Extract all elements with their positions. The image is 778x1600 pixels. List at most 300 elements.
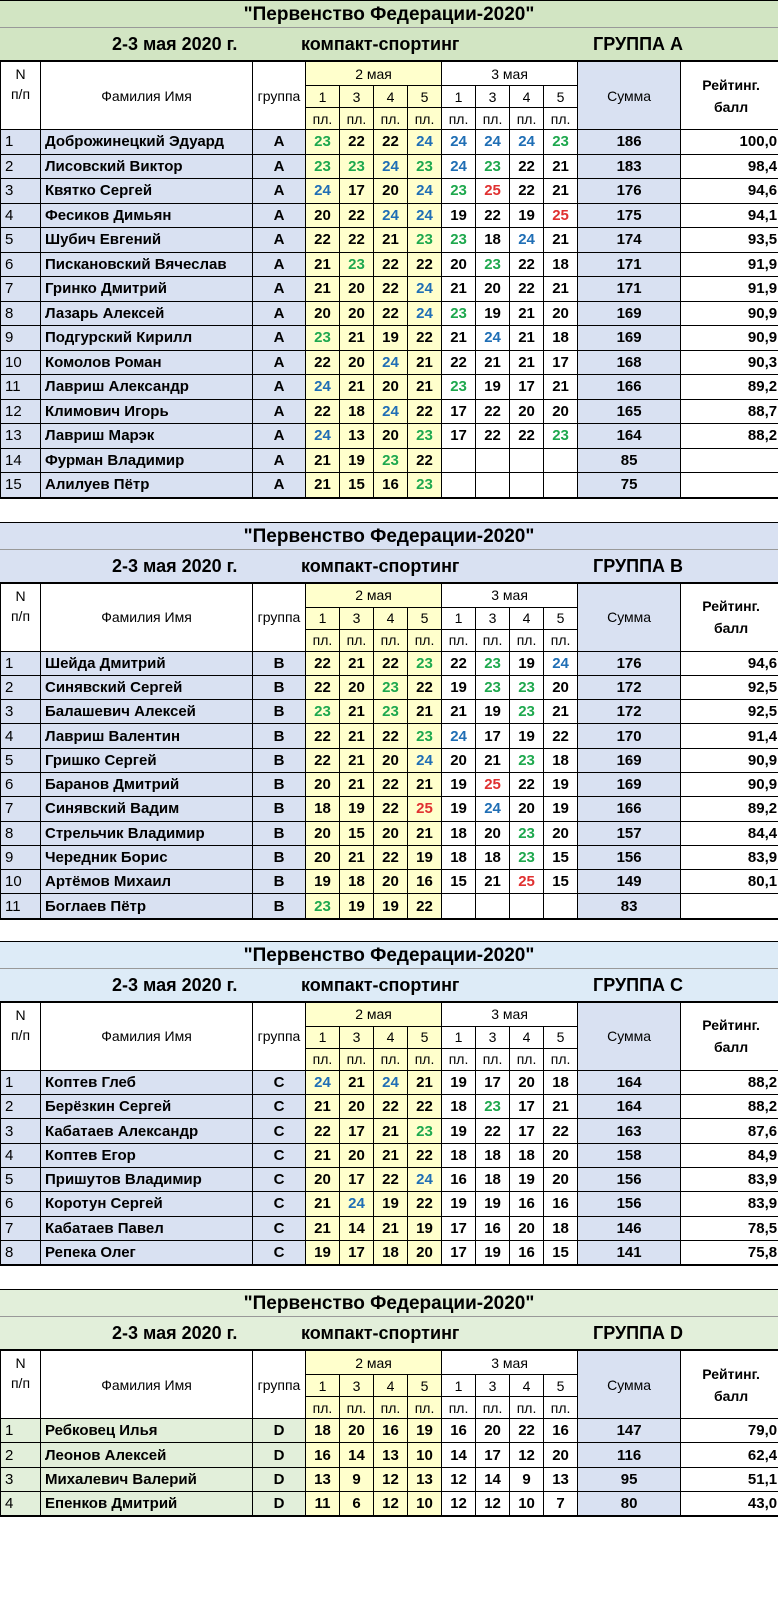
score-cell: 24 bbox=[374, 399, 408, 424]
score-cell: 24 bbox=[476, 130, 510, 155]
table-row bbox=[1, 375, 778, 400]
score-cell: 20 bbox=[306, 845, 340, 869]
row-number: 8 bbox=[1, 1240, 41, 1264]
athlete-group: A bbox=[253, 154, 306, 179]
platform-label: пл. bbox=[306, 629, 340, 651]
platform-label: пл. bbox=[510, 108, 544, 130]
athlete-group: A bbox=[253, 228, 306, 253]
athlete-group: A bbox=[253, 326, 306, 351]
score-cell: 22 bbox=[408, 1143, 442, 1167]
sum-cell: 164 bbox=[578, 1095, 681, 1119]
score-cell: 9 bbox=[340, 1467, 374, 1491]
platform-label: пл. bbox=[340, 1048, 374, 1070]
score-cell: 20 bbox=[340, 350, 374, 375]
row-number: 13 bbox=[1, 424, 41, 449]
athlete-name: Синявский Сергей bbox=[41, 675, 253, 699]
col-name-header: Фамилия Имя bbox=[41, 583, 253, 651]
score-cell: 24 bbox=[374, 203, 408, 228]
score-cell bbox=[510, 448, 544, 473]
athlete-group: D bbox=[253, 1467, 306, 1491]
sum-cell: 176 bbox=[578, 651, 681, 675]
rating-cell: 98,4 bbox=[681, 154, 778, 179]
platform-label: пл. bbox=[340, 1397, 374, 1419]
score-cell: 22 bbox=[442, 651, 476, 675]
score-cell: 19 bbox=[408, 1216, 442, 1240]
header-row bbox=[1, 1002, 778, 1026]
table-row bbox=[1, 277, 778, 302]
rating-cell: 91,4 bbox=[681, 724, 778, 748]
score-cell: 21 bbox=[374, 228, 408, 253]
score-cell: 20 bbox=[340, 675, 374, 699]
score-cell: 21 bbox=[340, 748, 374, 772]
score-cell: 23 bbox=[476, 1095, 510, 1119]
score-cell: 18 bbox=[476, 228, 510, 253]
athlete-name: Лазарь Алексей bbox=[41, 301, 253, 326]
score-cell: 24 bbox=[408, 748, 442, 772]
score-cell: 21 bbox=[340, 700, 374, 724]
platform-label: пл. bbox=[544, 108, 578, 130]
score-cell: 21 bbox=[408, 375, 442, 400]
athlete-name: Лавриш Александр bbox=[41, 375, 253, 400]
platform-label: пл. bbox=[408, 1397, 442, 1419]
sum-cell: 85 bbox=[578, 448, 681, 473]
discipline-label: компакт-спортинг bbox=[301, 555, 460, 576]
row-number: 6 bbox=[1, 252, 41, 277]
score-cell: 22 bbox=[510, 154, 544, 179]
score-cell: 21 bbox=[408, 1070, 442, 1094]
score-cell: 22 bbox=[306, 1119, 340, 1143]
score-cell: 21 bbox=[442, 700, 476, 724]
table-row bbox=[1, 130, 778, 155]
col-group-header: группа bbox=[253, 62, 306, 130]
subtitle-row bbox=[0, 1317, 778, 1350]
score-cell: 19 bbox=[510, 1167, 544, 1191]
score-cell: 22 bbox=[408, 448, 442, 473]
score-cell: 21 bbox=[408, 350, 442, 375]
discipline-label: компакт-спортинг bbox=[301, 974, 460, 995]
header-pp: п/п bbox=[10, 1375, 31, 1392]
row-number: 4 bbox=[1, 1492, 41, 1516]
athlete-group: C bbox=[253, 1240, 306, 1264]
score-cell: 20 bbox=[510, 1216, 544, 1240]
score-cell: 24 bbox=[408, 203, 442, 228]
event-title: "Первенство Федерации-2020" bbox=[243, 4, 535, 25]
score-cell: 21 bbox=[374, 1143, 408, 1167]
score-cell: 22 bbox=[374, 277, 408, 302]
athlete-group: A bbox=[253, 473, 306, 498]
score-cell: 18 bbox=[442, 1143, 476, 1167]
athlete-group: C bbox=[253, 1143, 306, 1167]
score-cell: 23 bbox=[306, 326, 340, 351]
col-sum-header: Сумма bbox=[578, 1351, 681, 1419]
score-cell: 21 bbox=[544, 375, 578, 400]
header-rating-2: балл bbox=[713, 1039, 749, 1056]
athlete-group: C bbox=[253, 1167, 306, 1191]
score-cell: 18 bbox=[442, 845, 476, 869]
score-cell: 20 bbox=[544, 1143, 578, 1167]
score-cell: 12 bbox=[476, 1492, 510, 1516]
score-cell: 20 bbox=[544, 399, 578, 424]
results-table bbox=[0, 1350, 778, 1516]
col-number-header bbox=[1, 1002, 41, 1070]
header-rating-2: балл bbox=[713, 1387, 749, 1404]
row-number: 6 bbox=[1, 772, 41, 796]
score-cell: 22 bbox=[408, 1095, 442, 1119]
score-cell: 23 bbox=[476, 154, 510, 179]
rating-cell: 62,4 bbox=[681, 1443, 778, 1467]
score-cell: 24 bbox=[340, 1192, 374, 1216]
score-cell: 23 bbox=[476, 675, 510, 699]
col-rating-header bbox=[681, 1002, 778, 1070]
platform-label: пл. bbox=[510, 629, 544, 651]
sum-cell: 176 bbox=[578, 179, 681, 204]
header-rating-2: балл bbox=[713, 98, 749, 115]
score-cell: 17 bbox=[442, 1240, 476, 1264]
table-row bbox=[1, 700, 778, 724]
round-number: 1 bbox=[306, 607, 340, 629]
score-cell: 22 bbox=[306, 675, 340, 699]
table-row bbox=[1, 1240, 778, 1264]
round-number: 4 bbox=[374, 86, 408, 108]
athlete-name: Шейда Дмитрий bbox=[41, 651, 253, 675]
rating-cell: 88,2 bbox=[681, 424, 778, 449]
sum-cell: 169 bbox=[578, 772, 681, 796]
row-number: 1 bbox=[1, 1419, 41, 1443]
table-row bbox=[1, 301, 778, 326]
athlete-group: B bbox=[253, 748, 306, 772]
athlete-name: Фесиков Димьян bbox=[41, 203, 253, 228]
score-cell: 15 bbox=[340, 473, 374, 498]
row-number: 3 bbox=[1, 179, 41, 204]
sum-cell: 171 bbox=[578, 252, 681, 277]
score-cell: 22 bbox=[510, 277, 544, 302]
table-row bbox=[1, 1095, 778, 1119]
score-cell: 21 bbox=[544, 154, 578, 179]
score-cell: 10 bbox=[510, 1492, 544, 1516]
athlete-name: Кабатаев Павел bbox=[41, 1216, 253, 1240]
score-cell: 14 bbox=[340, 1443, 374, 1467]
rating-cell: 92,5 bbox=[681, 675, 778, 699]
day1-header: 2 мая bbox=[306, 583, 442, 607]
row-number: 12 bbox=[1, 399, 41, 424]
score-cell: 22 bbox=[476, 424, 510, 449]
score-cell: 22 bbox=[374, 845, 408, 869]
athlete-group: A bbox=[253, 399, 306, 424]
sum-cell: 156 bbox=[578, 845, 681, 869]
round-number: 5 bbox=[408, 1375, 442, 1397]
sum-cell: 169 bbox=[578, 301, 681, 326]
row-number: 1 bbox=[1, 651, 41, 675]
score-cell: 20 bbox=[544, 675, 578, 699]
score-cell: 23 bbox=[510, 700, 544, 724]
sum-cell: 172 bbox=[578, 700, 681, 724]
score-cell: 16 bbox=[442, 1419, 476, 1443]
col-name-header: Фамилия Имя bbox=[41, 62, 253, 130]
table-row bbox=[1, 870, 778, 894]
score-cell: 22 bbox=[476, 399, 510, 424]
rating-cell: 43,0 bbox=[681, 1492, 778, 1516]
score-cell: 18 bbox=[442, 821, 476, 845]
sum-cell: 171 bbox=[578, 277, 681, 302]
score-cell: 15 bbox=[340, 821, 374, 845]
score-cell: 23 bbox=[544, 130, 578, 155]
platform-label: пл. bbox=[442, 108, 476, 130]
row-number: 7 bbox=[1, 1216, 41, 1240]
score-cell: 13 bbox=[340, 424, 374, 449]
score-cell: 20 bbox=[442, 252, 476, 277]
score-cell: 6 bbox=[340, 1492, 374, 1516]
score-cell: 9 bbox=[510, 1467, 544, 1491]
platform-label: пл. bbox=[544, 629, 578, 651]
rating-cell: 100,0 bbox=[681, 130, 778, 155]
platform-label: пл. bbox=[374, 629, 408, 651]
platform-label: пл. bbox=[374, 1048, 408, 1070]
athlete-name: Коптев Егор bbox=[41, 1143, 253, 1167]
score-cell: 12 bbox=[510, 1443, 544, 1467]
score-cell: 23 bbox=[476, 651, 510, 675]
athlete-group: B bbox=[253, 894, 306, 918]
score-cell: 21 bbox=[340, 772, 374, 796]
round-number: 3 bbox=[340, 1375, 374, 1397]
score-cell: 20 bbox=[374, 179, 408, 204]
athlete-group: A bbox=[253, 375, 306, 400]
athlete-name: Пришутов Владимир bbox=[41, 1167, 253, 1191]
title-row bbox=[0, 522, 778, 550]
score-cell: 17 bbox=[510, 1095, 544, 1119]
athlete-name: Пискановский Вячеслав bbox=[41, 252, 253, 277]
score-cell: 23 bbox=[510, 821, 544, 845]
score-cell: 22 bbox=[374, 1095, 408, 1119]
round-number: 4 bbox=[510, 1026, 544, 1048]
athlete-name: Квятко Сергей bbox=[41, 179, 253, 204]
rating-cell: 90,9 bbox=[681, 772, 778, 796]
round-number: 1 bbox=[306, 86, 340, 108]
score-cell: 21 bbox=[476, 350, 510, 375]
score-cell: 19 bbox=[476, 1192, 510, 1216]
table-row bbox=[1, 748, 778, 772]
table-row bbox=[1, 1143, 778, 1167]
score-cell: 15 bbox=[442, 870, 476, 894]
score-cell: 17 bbox=[340, 1119, 374, 1143]
score-cell: 18 bbox=[544, 326, 578, 351]
score-cell: 21 bbox=[340, 724, 374, 748]
athlete-name: Климович Игорь bbox=[41, 399, 253, 424]
score-cell: 21 bbox=[340, 326, 374, 351]
row-number: 2 bbox=[1, 675, 41, 699]
score-cell: 18 bbox=[306, 1419, 340, 1443]
score-cell: 25 bbox=[510, 870, 544, 894]
score-cell: 22 bbox=[544, 724, 578, 748]
score-cell: 21 bbox=[340, 375, 374, 400]
table-row bbox=[1, 252, 778, 277]
col-name-header: Фамилия Имя bbox=[41, 1351, 253, 1419]
col-group-header: группа bbox=[253, 1351, 306, 1419]
round-number: 5 bbox=[544, 1375, 578, 1397]
score-cell: 22 bbox=[408, 894, 442, 918]
score-cell: 23 bbox=[408, 651, 442, 675]
athlete-group: B bbox=[253, 845, 306, 869]
score-cell: 17 bbox=[340, 1240, 374, 1264]
sum-cell: 186 bbox=[578, 130, 681, 155]
score-cell: 23 bbox=[442, 375, 476, 400]
score-cell: 23 bbox=[306, 894, 340, 918]
col-group-header: группа bbox=[253, 1002, 306, 1070]
sum-cell: 141 bbox=[578, 1240, 681, 1264]
header-n: N bbox=[15, 1006, 26, 1023]
score-cell: 13 bbox=[408, 1467, 442, 1491]
group-block bbox=[0, 941, 778, 1289]
athlete-name: Коптев Глеб bbox=[41, 1070, 253, 1094]
rating-cell: 88,2 bbox=[681, 1070, 778, 1094]
round-number: 3 bbox=[476, 607, 510, 629]
col-group-header: группа bbox=[253, 583, 306, 651]
group-label: ГРУППА B bbox=[593, 555, 684, 576]
score-cell: 22 bbox=[374, 130, 408, 155]
score-cell: 24 bbox=[306, 179, 340, 204]
score-cell: 19 bbox=[374, 326, 408, 351]
block-gap bbox=[0, 1516, 778, 1538]
header-rating-1: Рейтинг. bbox=[702, 1365, 760, 1382]
table-row bbox=[1, 424, 778, 449]
score-cell: 20 bbox=[306, 1167, 340, 1191]
score-cell: 14 bbox=[340, 1216, 374, 1240]
athlete-name: Баранов Дмитрий bbox=[41, 772, 253, 796]
score-cell: 23 bbox=[408, 473, 442, 498]
score-cell: 23 bbox=[510, 748, 544, 772]
score-cell: 19 bbox=[442, 675, 476, 699]
table-row bbox=[1, 228, 778, 253]
platform-label: пл. bbox=[340, 108, 374, 130]
rating-cell bbox=[681, 448, 778, 473]
score-cell: 21 bbox=[306, 1216, 340, 1240]
score-cell: 25 bbox=[544, 203, 578, 228]
sum-cell: 149 bbox=[578, 870, 681, 894]
rating-cell: 79,0 bbox=[681, 1419, 778, 1443]
score-cell: 20 bbox=[374, 748, 408, 772]
dates-label: 2-3 мая 2020 г. bbox=[112, 974, 238, 995]
score-cell: 24 bbox=[374, 154, 408, 179]
score-cell: 20 bbox=[306, 821, 340, 845]
score-cell: 24 bbox=[476, 797, 510, 821]
score-cell: 21 bbox=[374, 1119, 408, 1143]
score-cell: 20 bbox=[374, 870, 408, 894]
day2-header: 3 мая bbox=[442, 1351, 578, 1375]
score-cell: 21 bbox=[510, 350, 544, 375]
score-cell: 19 bbox=[510, 203, 544, 228]
athlete-group: C bbox=[253, 1119, 306, 1143]
rating-cell: 80,1 bbox=[681, 870, 778, 894]
score-cell: 21 bbox=[306, 1192, 340, 1216]
score-cell: 21 bbox=[306, 448, 340, 473]
score-cell bbox=[476, 894, 510, 918]
score-cell: 24 bbox=[408, 179, 442, 204]
score-cell: 22 bbox=[306, 651, 340, 675]
table-row bbox=[1, 675, 778, 699]
sum-cell: 147 bbox=[578, 1419, 681, 1443]
score-cell bbox=[442, 448, 476, 473]
score-cell bbox=[544, 448, 578, 473]
platform-label: пл. bbox=[510, 1048, 544, 1070]
score-cell: 21 bbox=[374, 1216, 408, 1240]
score-cell: 17 bbox=[340, 1167, 374, 1191]
platform-label: пл. bbox=[476, 108, 510, 130]
platform-label: пл. bbox=[408, 108, 442, 130]
athlete-group: B bbox=[253, 797, 306, 821]
row-number: 2 bbox=[1, 1095, 41, 1119]
row-number: 2 bbox=[1, 154, 41, 179]
athlete-group: C bbox=[253, 1070, 306, 1094]
score-cell: 18 bbox=[374, 1240, 408, 1264]
score-cell: 19 bbox=[544, 772, 578, 796]
rating-cell: 91,9 bbox=[681, 252, 778, 277]
sum-cell: 169 bbox=[578, 326, 681, 351]
row-number: 1 bbox=[1, 130, 41, 155]
score-cell: 16 bbox=[306, 1443, 340, 1467]
score-cell: 18 bbox=[544, 1216, 578, 1240]
score-cell: 22 bbox=[510, 424, 544, 449]
round-number: 5 bbox=[408, 607, 442, 629]
rating-cell: 92,5 bbox=[681, 700, 778, 724]
row-number: 6 bbox=[1, 1192, 41, 1216]
score-cell: 13 bbox=[306, 1467, 340, 1491]
row-number: 3 bbox=[1, 1119, 41, 1143]
score-cell: 18 bbox=[476, 845, 510, 869]
score-cell: 19 bbox=[442, 1119, 476, 1143]
score-cell: 21 bbox=[408, 821, 442, 845]
col-name-header: Фамилия Имя bbox=[41, 1002, 253, 1070]
results-table bbox=[0, 1002, 778, 1265]
athlete-group: D bbox=[253, 1419, 306, 1443]
row-number: 7 bbox=[1, 797, 41, 821]
group-label: ГРУППА A bbox=[593, 34, 684, 54]
score-cell: 24 bbox=[306, 1070, 340, 1094]
score-cell: 16 bbox=[510, 1192, 544, 1216]
athlete-name: Боглаев Пётр bbox=[41, 894, 253, 918]
table-row bbox=[1, 651, 778, 675]
table-row bbox=[1, 845, 778, 869]
score-cell: 20 bbox=[544, 301, 578, 326]
score-cell bbox=[476, 448, 510, 473]
score-cell: 23 bbox=[340, 154, 374, 179]
col-sum-header: Сумма bbox=[578, 62, 681, 130]
sum-cell: 164 bbox=[578, 424, 681, 449]
table-row bbox=[1, 1192, 778, 1216]
score-cell: 23 bbox=[442, 179, 476, 204]
athlete-group: B bbox=[253, 675, 306, 699]
athlete-name: Михалевич Валерий bbox=[41, 1467, 253, 1491]
score-cell: 18 bbox=[340, 870, 374, 894]
platform-label: пл. bbox=[476, 1397, 510, 1419]
score-cell: 21 bbox=[544, 179, 578, 204]
score-cell bbox=[442, 473, 476, 498]
row-number: 11 bbox=[1, 375, 41, 400]
athlete-group: C bbox=[253, 1216, 306, 1240]
score-cell: 19 bbox=[442, 203, 476, 228]
sum-cell: 83 bbox=[578, 894, 681, 918]
athlete-group: A bbox=[253, 203, 306, 228]
platform-label: пл. bbox=[374, 1397, 408, 1419]
score-cell: 17 bbox=[442, 1216, 476, 1240]
round-number: 4 bbox=[374, 1375, 408, 1397]
score-cell: 19 bbox=[510, 651, 544, 675]
rating-cell bbox=[681, 894, 778, 918]
header-rating-1: Рейтинг. bbox=[702, 598, 760, 614]
athlete-group: D bbox=[253, 1492, 306, 1516]
score-cell: 23 bbox=[408, 228, 442, 253]
score-cell: 18 bbox=[442, 1095, 476, 1119]
score-cell: 19 bbox=[476, 700, 510, 724]
row-number: 4 bbox=[1, 203, 41, 228]
